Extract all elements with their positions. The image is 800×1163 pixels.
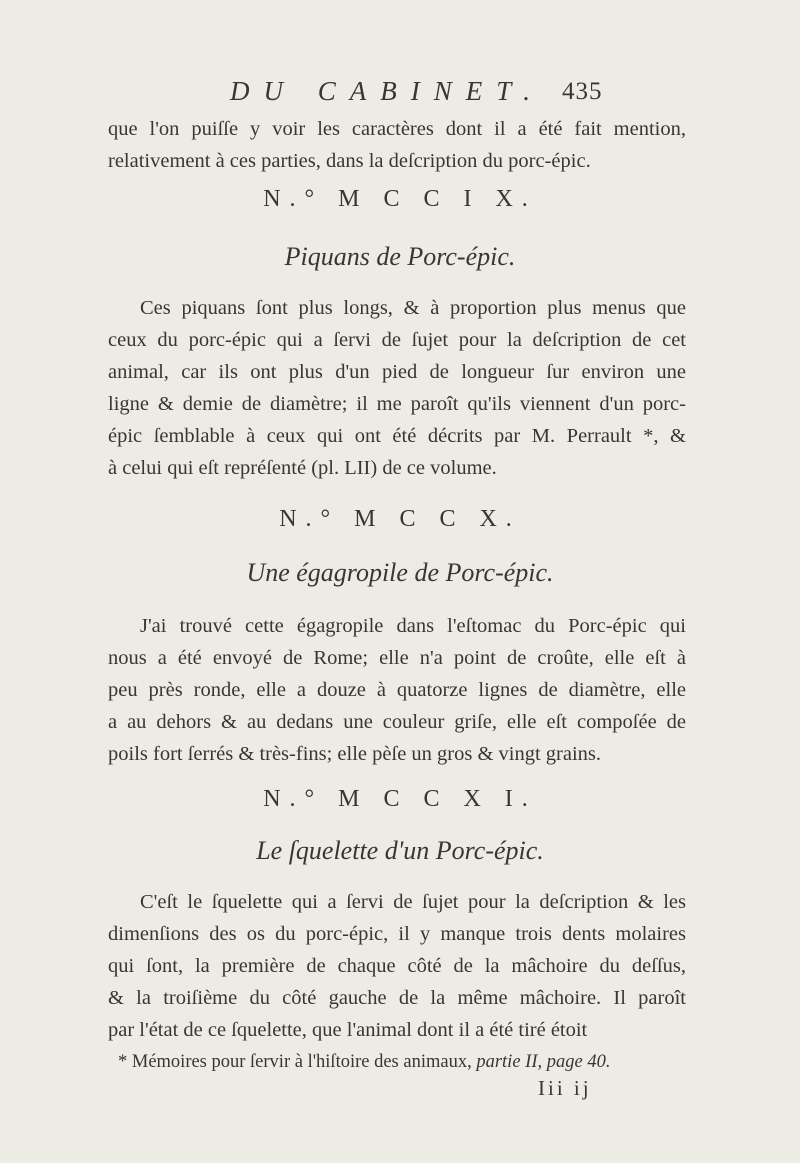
section-paragraph bbox=[108, 292, 686, 484]
text-line: peu près ronde, elle a douze à quatorze lignes de diamètre, elle bbox=[108, 679, 686, 701]
footnote-text: * Mémoires pour ſervir à l'hiſtoire des animaux, bbox=[118, 1052, 472, 1072]
text-line: a au dehors & au dedans une couleur griſe, elle eſt compoſée de bbox=[108, 711, 686, 733]
section-heading: Une égagropile de Porc-épic. bbox=[246, 558, 554, 587]
text-line: dimenſions des os du porc-épic, il y manque trois dents molaires bbox=[108, 923, 686, 945]
signature-mark: Iii ij bbox=[538, 1076, 592, 1100]
footnote bbox=[118, 1052, 610, 1073]
text-line: poils fort ſerrés & très-fins; elle pèſe un gros & vingt grains. bbox=[108, 743, 602, 765]
text-line: relativement à ces parties, dans la deſcription du porc-épic. bbox=[108, 150, 591, 172]
section-paragraph bbox=[108, 610, 686, 770]
text-line: Ces piquans ſont plus longs, & à proportion plus menus que bbox=[140, 297, 686, 319]
section-heading: Piquans de Porc-épic. bbox=[284, 242, 516, 271]
text-line: par l'état de ce ſquelette, que l'animal dont il a été tiré étoit bbox=[108, 1019, 588, 1041]
running-head-title: DU CABINET. bbox=[230, 76, 544, 106]
text-line: C'eſt le ſquelette qui a ſervi de ſujet pour la deſcription & les bbox=[140, 891, 686, 913]
section-number: N.° M C C X I. bbox=[263, 786, 537, 812]
running-head bbox=[0, 76, 800, 116]
text-line: à celui qui eſt repréſenté (pl. LII) de ce volume. bbox=[108, 457, 497, 479]
text-line: que l'on puiſſe y voir les caractères dont il a été fait mention, bbox=[108, 118, 686, 140]
section-paragraph bbox=[108, 886, 686, 1046]
section-number: N.° M C C X. bbox=[279, 506, 521, 532]
text-line: ligne & demie de diamètre; il me paroît qu'ils viennent d'un porc- bbox=[108, 393, 686, 415]
section-heading: Le ſquelette d'un Porc-épic. bbox=[256, 836, 544, 865]
section-number: N.° M C C I X. bbox=[263, 186, 537, 212]
text-line: animal, car ils ont plus d'un pied de longueur ſur environ une bbox=[108, 361, 686, 383]
page-number: 435 bbox=[562, 78, 603, 105]
text-line: J'ai trouvé cette égagropile dans l'eſtomac du Porc-épic qui bbox=[140, 615, 686, 637]
text-line: épic ſemblable à ceux qui ont été décrits par M. Perrault *, & bbox=[108, 425, 686, 447]
text-line: nous a été envoyé de Rome; elle n'a point de croûte, elle eſt à bbox=[108, 647, 686, 669]
footnote-reference: partie II, page 40. bbox=[476, 1052, 611, 1072]
text-line: qui ſont, la première de chaque côté de la mâchoire du deſſus, bbox=[108, 955, 686, 977]
text-line: ceux du porc-épic qui a ſervi de ſujet pour la deſcription de cet bbox=[108, 329, 686, 351]
text-line: & la troiſième du côté gauche de la même mâchoire. Il paroît bbox=[108, 987, 686, 1009]
intro-paragraph bbox=[108, 113, 686, 177]
